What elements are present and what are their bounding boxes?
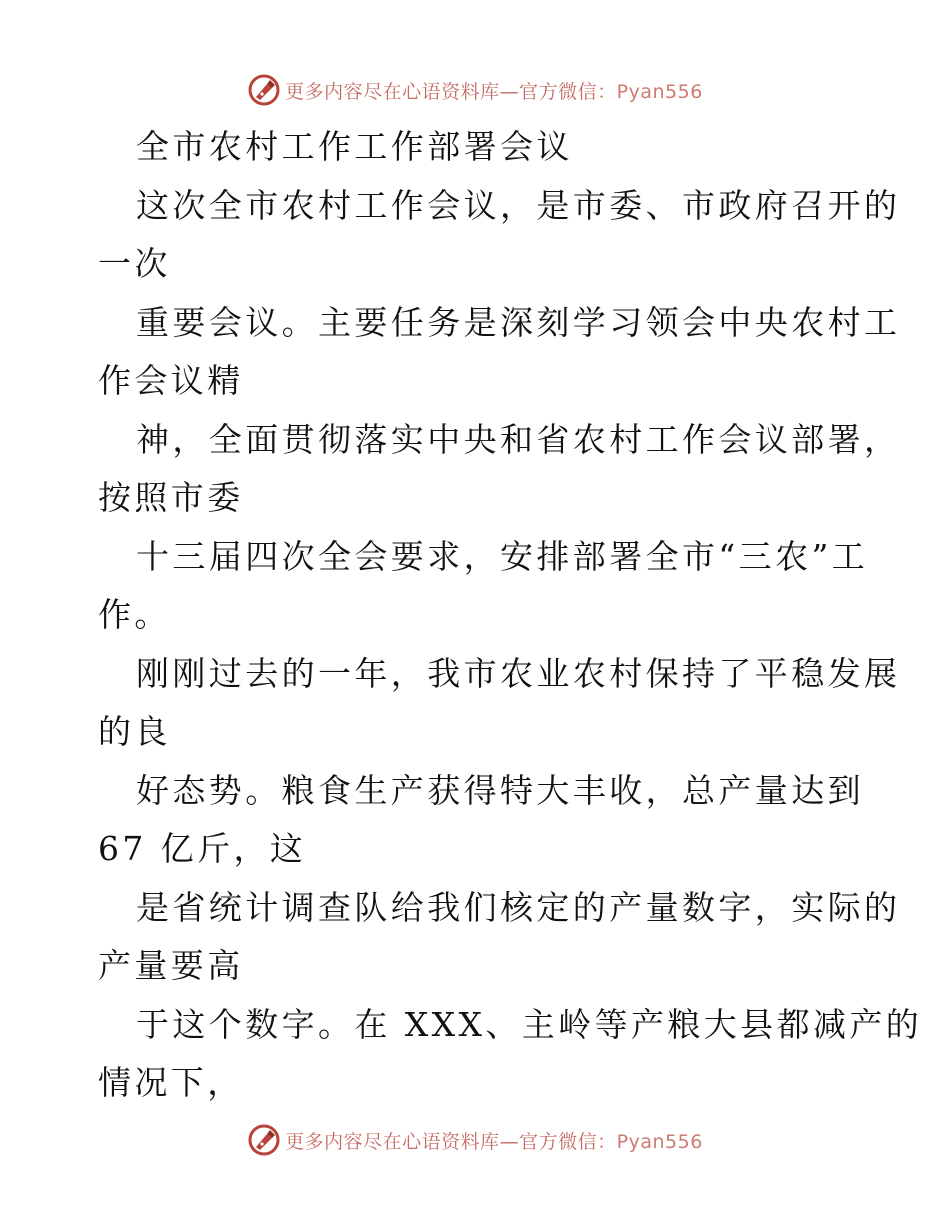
text-line: 神，全面贯彻落实中央和省农村工作会议部署， (136, 420, 901, 459)
document-title: 全市农村工作工作部署会议 (136, 127, 573, 166)
text-line: 按照市委 (98, 478, 244, 517)
text-line: 的良 (98, 712, 171, 751)
text-line: 作。 (98, 595, 171, 634)
text-line: 于这个数字。在 XXX、主岭等产粮大县都减产的 (136, 1005, 923, 1044)
text-line: 这次全市农村工作会议，是市委、市政府召开的 (136, 186, 901, 225)
text-line: 产量要高 (98, 946, 244, 985)
watermark-text: 更多内容尽在心语资料库—官方微信：Pyan556 (285, 80, 703, 103)
wechat-id: Pyan556 (616, 1130, 703, 1153)
wechat-id: Pyan556 (616, 80, 703, 103)
text-line: 好态势。粮食生产获得特大丰收，总产量达到 (136, 771, 864, 810)
text-line: 67 亿斤，这 (98, 829, 307, 868)
text-line: 一次 (98, 244, 171, 283)
text-line: 重要会议。主要任务是深刻学习领会中央农村工 (136, 303, 901, 342)
text-line: 刚刚过去的一年，我市农业农村保持了平稳发展 (136, 654, 901, 693)
pen-nib-icon (247, 73, 281, 107)
text-line: 十三届四次全会要求，安排部署全市“三农”工 (136, 537, 869, 576)
footer-watermark (0, 1122, 950, 1158)
text-line: 作会议精 (98, 361, 244, 400)
watermark-text: 更多内容尽在心语资料库—官方微信：Pyan556 (285, 1130, 703, 1153)
text-line: 情况下， (98, 1063, 244, 1102)
text-line: 是省统计调查队给我们核定的产量数字，实际的 (136, 888, 901, 927)
pen-nib-icon (247, 1123, 281, 1157)
header-watermark (0, 72, 950, 108)
